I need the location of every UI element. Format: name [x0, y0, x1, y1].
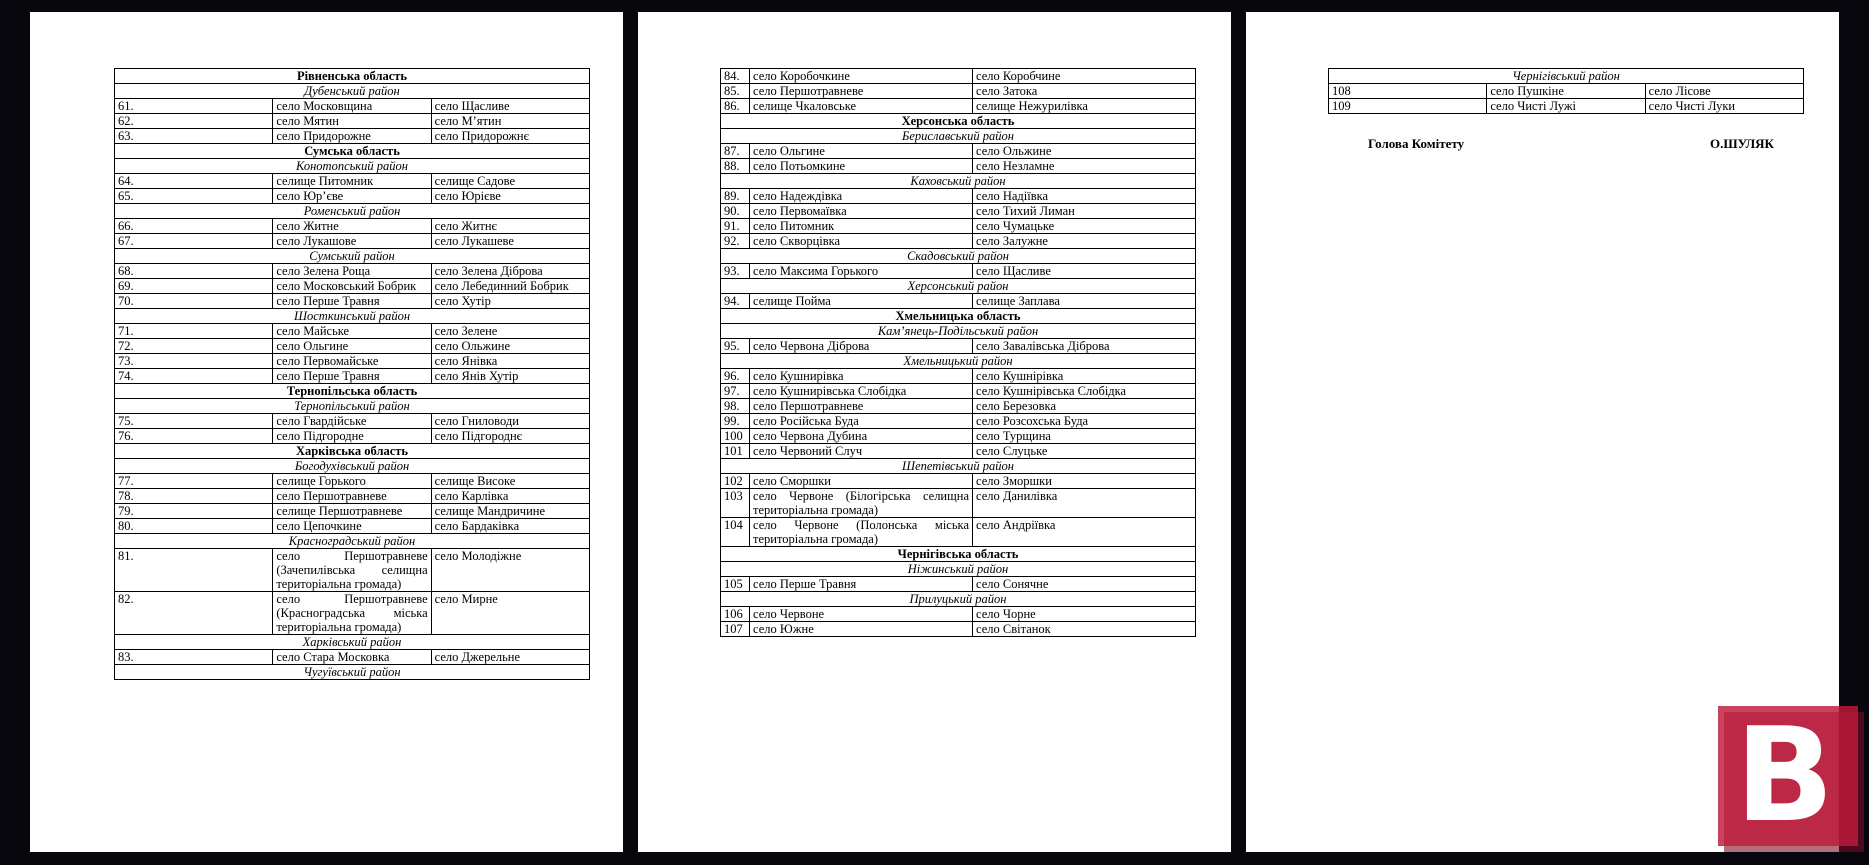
row-number: 74.: [115, 369, 273, 384]
old-name: село Першотравневе: [750, 399, 973, 414]
new-name: село Чисті Луки: [1645, 99, 1803, 114]
old-name: село Ольгине: [273, 339, 431, 354]
new-name: село Хутір: [431, 294, 589, 309]
old-name: село Гвардійське: [273, 414, 431, 429]
row-number: 88.: [721, 159, 750, 174]
district-name: Сумський район: [115, 249, 590, 264]
table-row: [721, 84, 1196, 99]
old-name: село Підгородне: [273, 429, 431, 444]
signature-name: О.ШУЛЯК: [1710, 136, 1774, 151]
old-name: село Московщина: [273, 99, 431, 114]
district-name: Конотопський район: [115, 159, 590, 174]
row-number: 75.: [115, 414, 273, 429]
new-name: село М’ятин: [431, 114, 589, 129]
table-row: [115, 174, 590, 189]
table-row: [115, 414, 590, 429]
district-name: Роменський район: [115, 204, 590, 219]
table-row: [721, 429, 1196, 444]
old-name: село Ольгине: [750, 144, 973, 159]
row-number: 79.: [115, 504, 273, 519]
row-number: 102: [721, 474, 750, 489]
table-row: [721, 444, 1196, 459]
old-name: село Максима Горького: [750, 264, 973, 279]
table-row: [721, 204, 1196, 219]
region-header-row: [115, 444, 590, 459]
old-name: село Стара Московка: [273, 650, 431, 665]
district-header-row: [115, 459, 590, 474]
table-row: [115, 264, 590, 279]
region-header-row: [115, 144, 590, 159]
new-name: село Зелене: [431, 324, 589, 339]
table-row: [115, 504, 590, 519]
table-row: [721, 622, 1196, 637]
old-name: село Перше Травня: [273, 369, 431, 384]
new-name: село Зморшки: [973, 474, 1196, 489]
renaming-table: [720, 68, 1196, 637]
old-name: село Майське: [273, 324, 431, 339]
row-number: 65.: [115, 189, 273, 204]
district-header-row: [721, 324, 1196, 339]
row-number: 71.: [115, 324, 273, 339]
table-row: [721, 489, 1196, 518]
old-name: село Червона Дубина: [750, 429, 973, 444]
new-name: село Коробчине: [973, 69, 1196, 84]
new-name: село Мирне: [431, 592, 589, 635]
old-name: село Червоне (Білогірська селищна територіальна громада): [750, 489, 973, 518]
new-name: село Ольжине: [431, 339, 589, 354]
table-row: [721, 414, 1196, 429]
district-name: Кам’янець-Подільський район: [721, 324, 1196, 339]
old-name: селище Пойма: [750, 294, 973, 309]
row-number: 108: [1329, 84, 1487, 99]
new-name: село Кушнірівська Слобідка: [973, 384, 1196, 399]
district-name: Чернігівський район: [1329, 69, 1804, 84]
old-name: село Придорожне: [273, 129, 431, 144]
new-name: селище Садове: [431, 174, 589, 189]
row-number: 61.: [115, 99, 273, 114]
row-number: 72.: [115, 339, 273, 354]
district-header-row: [115, 534, 590, 549]
table-row: [115, 474, 590, 489]
table-row: [115, 489, 590, 504]
new-name: село Залужне: [973, 234, 1196, 249]
region-header-row: [115, 69, 590, 84]
row-number: 63.: [115, 129, 273, 144]
new-name: село Житнє: [431, 219, 589, 234]
district-name: Чугуївський район: [115, 665, 590, 680]
row-number: 96.: [721, 369, 750, 384]
district-header-row: [721, 279, 1196, 294]
district-header-row: [115, 249, 590, 264]
district-name: Харківський район: [115, 635, 590, 650]
old-name: село Червоне (Полонська міська територіальна громада): [750, 518, 973, 547]
row-number: 85.: [721, 84, 750, 99]
old-name: село Московський Бобрик: [273, 279, 431, 294]
signature-title: Голова Комітету: [1368, 136, 1465, 151]
new-name: село Березовка: [973, 399, 1196, 414]
row-number: 97.: [721, 384, 750, 399]
old-name: село Потьомкине: [750, 159, 973, 174]
new-name: село Надіївка: [973, 189, 1196, 204]
row-number: 68.: [115, 264, 273, 279]
district-name: Скадовський район: [721, 249, 1196, 264]
table-row: [115, 339, 590, 354]
old-name: село Першотравневе (Зачепилівська селищна територіальна громада): [273, 549, 431, 592]
new-name: селище Високе: [431, 474, 589, 489]
old-name: селище Питомник: [273, 174, 431, 189]
district-name: Ніжинський район: [721, 562, 1196, 577]
district-name: Прилуцький район: [721, 592, 1196, 607]
row-number: 87.: [721, 144, 750, 159]
old-name: село Надеждівка: [750, 189, 973, 204]
new-name: село Завалівська Діброва: [973, 339, 1196, 354]
new-name: село Андріївка: [973, 518, 1196, 547]
table-row: [721, 384, 1196, 399]
table-row: [115, 354, 590, 369]
old-name: село Цепочкине: [273, 519, 431, 534]
row-number: 107: [721, 622, 750, 637]
new-name: село Лукашеве: [431, 234, 589, 249]
district-header-row: [721, 562, 1196, 577]
district-name: Тернопільський район: [115, 399, 590, 414]
table-row: [721, 189, 1196, 204]
row-number: 82.: [115, 592, 273, 635]
row-number: 81.: [115, 549, 273, 592]
new-name: селище Мандричине: [431, 504, 589, 519]
row-number: 92.: [721, 234, 750, 249]
old-name: село Житне: [273, 219, 431, 234]
row-number: 77.: [115, 474, 273, 489]
row-number: 69.: [115, 279, 273, 294]
region-name: Чернігівська область: [721, 547, 1196, 562]
table-row: [721, 294, 1196, 309]
table-row: [721, 234, 1196, 249]
region-header-row: [721, 114, 1196, 129]
old-name: село Скворцівка: [750, 234, 973, 249]
region-header-row: [721, 547, 1196, 562]
row-number: 64.: [115, 174, 273, 189]
row-number: 94.: [721, 294, 750, 309]
district-header-row: [721, 174, 1196, 189]
new-name: село Слуцьке: [973, 444, 1196, 459]
row-number: 109: [1329, 99, 1487, 114]
district-header-row: [115, 204, 590, 219]
district-header-row: [115, 309, 590, 324]
row-number: 90.: [721, 204, 750, 219]
row-number: 100: [721, 429, 750, 444]
region-header-row: [115, 384, 590, 399]
old-name: село Першотравневе (Красноградська міська територіальна громада): [273, 592, 431, 635]
new-name: село Чумацьке: [973, 219, 1196, 234]
old-name: село Російська Буда: [750, 414, 973, 429]
row-number: 98.: [721, 399, 750, 414]
renaming-table: [1328, 68, 1804, 114]
table-row: [1329, 99, 1804, 114]
row-number: 103: [721, 489, 750, 518]
district-name: Красноградський район: [115, 534, 590, 549]
table-row: [721, 369, 1196, 384]
table-row: [115, 234, 590, 249]
new-name: село Джерельне: [431, 650, 589, 665]
table-row: [721, 69, 1196, 84]
row-number: 91.: [721, 219, 750, 234]
district-name: Богодухівський район: [115, 459, 590, 474]
new-name: село Гниловоди: [431, 414, 589, 429]
new-name: село Підгороднє: [431, 429, 589, 444]
new-name: село Кушнірівка: [973, 369, 1196, 384]
row-number: 93.: [721, 264, 750, 279]
table-row: [115, 189, 590, 204]
table-row: [721, 607, 1196, 622]
row-number: 104: [721, 518, 750, 547]
old-name: село Червоне: [750, 607, 973, 622]
document-page-1: [30, 12, 623, 852]
district-header-row: [115, 665, 590, 680]
old-name: селище Горького: [273, 474, 431, 489]
new-name: село Ольжине: [973, 144, 1196, 159]
old-name: село Червоний Случ: [750, 444, 973, 459]
district-name: Бериславський район: [721, 129, 1196, 144]
district-header-row: [115, 159, 590, 174]
row-number: 84.: [721, 69, 750, 84]
district-name: Херсонський район: [721, 279, 1196, 294]
table-row: [115, 219, 590, 234]
new-name: село Світанок: [973, 622, 1196, 637]
new-name: село Янівка: [431, 354, 589, 369]
new-name: село Юрієве: [431, 189, 589, 204]
old-name: село Кушнирівська Слобідка: [750, 384, 973, 399]
row-number: 99.: [721, 414, 750, 429]
old-name: село Первомайське: [273, 354, 431, 369]
table-row: [115, 429, 590, 444]
new-name: село Данилівка: [973, 489, 1196, 518]
new-name: село Лебединний Бобрик: [431, 279, 589, 294]
row-number: 78.: [115, 489, 273, 504]
table-row: [721, 144, 1196, 159]
district-header-row: [115, 84, 590, 99]
region-name: Рівненська область: [115, 69, 590, 84]
row-number: 80.: [115, 519, 273, 534]
table-row: [115, 549, 590, 592]
row-number: 95.: [721, 339, 750, 354]
district-name: Шосткинський район: [115, 309, 590, 324]
region-name: Хмельницька область: [721, 309, 1196, 324]
old-name: село Юр’єве: [273, 189, 431, 204]
old-name: село Пушкіне: [1487, 84, 1645, 99]
row-number: 101: [721, 444, 750, 459]
new-name: село Лісове: [1645, 84, 1803, 99]
district-header-row: [115, 635, 590, 650]
row-number: 106: [721, 607, 750, 622]
old-name: село Червона Діброва: [750, 339, 973, 354]
table-row: [1329, 84, 1804, 99]
old-name: село Южне: [750, 622, 973, 637]
channel-logo-letter: B: [1735, 699, 1835, 851]
table-row: [721, 577, 1196, 592]
district-header-row: [1329, 69, 1804, 84]
new-name: село Затока: [973, 84, 1196, 99]
old-name: селище Чкаловське: [750, 99, 973, 114]
district-name: Хмельницький район: [721, 354, 1196, 369]
table-row: [115, 294, 590, 309]
old-name: село Первомаївка: [750, 204, 973, 219]
old-name: село Мятин: [273, 114, 431, 129]
table-row: [721, 339, 1196, 354]
table-row: [721, 399, 1196, 414]
new-name: село Щасливе: [431, 99, 589, 114]
new-name: село Бардаківка: [431, 519, 589, 534]
district-header-row: [721, 459, 1196, 474]
table-row: [721, 99, 1196, 114]
old-name: село Лукашове: [273, 234, 431, 249]
document-page-2: [638, 12, 1231, 852]
old-name: село Першотравневе: [750, 84, 973, 99]
old-name: село Перше Травня: [273, 294, 431, 309]
new-name: село Тихий Лиман: [973, 204, 1196, 219]
new-name: село Молодіжне: [431, 549, 589, 592]
table-row: [721, 159, 1196, 174]
row-number: 66.: [115, 219, 273, 234]
old-name: село Коробочкине: [750, 69, 973, 84]
district-name: Дубенський район: [115, 84, 590, 99]
new-name: село Щасливе: [973, 264, 1196, 279]
row-number: 62.: [115, 114, 273, 129]
district-header-row: [721, 129, 1196, 144]
district-header-row: [721, 592, 1196, 607]
region-name: Сумська область: [115, 144, 590, 159]
old-name: село Кушнирівка: [750, 369, 973, 384]
table-row: [115, 114, 590, 129]
new-name: селище Нежурилівка: [973, 99, 1196, 114]
region-name: Херсонська область: [721, 114, 1196, 129]
district-header-row: [115, 399, 590, 414]
table-row: [115, 279, 590, 294]
row-number: 105: [721, 577, 750, 592]
table-row: [115, 592, 590, 635]
row-number: 89.: [721, 189, 750, 204]
row-number: 83.: [115, 650, 273, 665]
table-row: [115, 650, 590, 665]
district-name: Каховський район: [721, 174, 1196, 189]
table-row: [721, 518, 1196, 547]
district-header-row: [721, 249, 1196, 264]
old-name: село Перше Травня: [750, 577, 973, 592]
new-name: село Розсохська Буда: [973, 414, 1196, 429]
row-number: 73.: [115, 354, 273, 369]
new-name: село Янів Хутір: [431, 369, 589, 384]
table-row: [115, 324, 590, 339]
old-name: селище Першотравневе: [273, 504, 431, 519]
new-name: село Незламне: [973, 159, 1196, 174]
new-name: село Карлівка: [431, 489, 589, 504]
new-name: село Зелена Діброва: [431, 264, 589, 279]
renaming-table: [114, 68, 590, 680]
new-name: село Чорне: [973, 607, 1196, 622]
district-name: Шепетівський район: [721, 459, 1196, 474]
old-name: село Питомник: [750, 219, 973, 234]
old-name: село Зелена Роща: [273, 264, 431, 279]
region-name: Тернопільська область: [115, 384, 590, 399]
table-row: [721, 219, 1196, 234]
table-row: [115, 99, 590, 114]
table-row: [115, 519, 590, 534]
district-header-row: [721, 354, 1196, 369]
table-row: [721, 474, 1196, 489]
old-name: село Чисті Лужі: [1487, 99, 1645, 114]
table-row: [115, 129, 590, 144]
new-name: селище Заплава: [973, 294, 1196, 309]
table-row: [721, 264, 1196, 279]
new-name: село Сонячне: [973, 577, 1196, 592]
row-number: 67.: [115, 234, 273, 249]
table-row: [115, 369, 590, 384]
new-name: село Турщина: [973, 429, 1196, 444]
old-name: село Першотравневе: [273, 489, 431, 504]
row-number: 70.: [115, 294, 273, 309]
region-header-row: [721, 309, 1196, 324]
old-name: село Сморшки: [750, 474, 973, 489]
region-name: Харківська область: [115, 444, 590, 459]
row-number: 86.: [721, 99, 750, 114]
new-name: село Придорожнє: [431, 129, 589, 144]
row-number: 76.: [115, 429, 273, 444]
